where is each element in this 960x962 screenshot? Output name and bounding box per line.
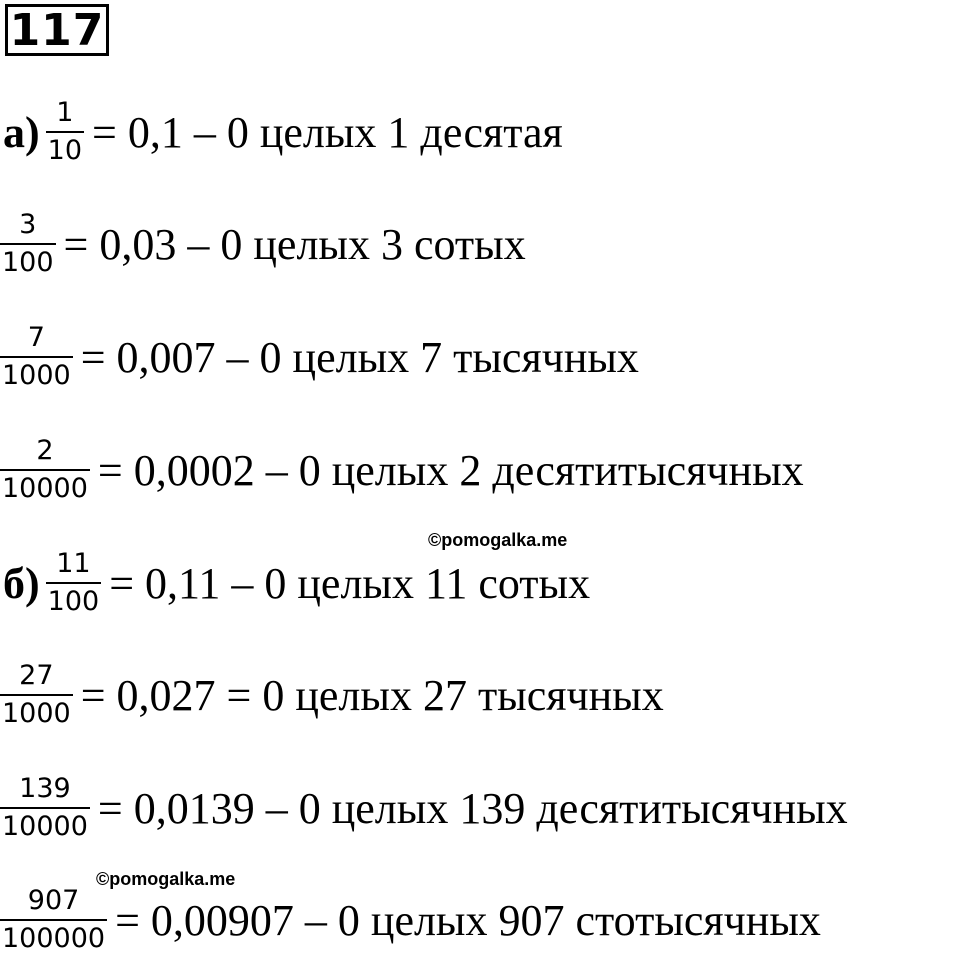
equation-row bbox=[0, 655, 664, 735]
equation-row bbox=[0, 317, 639, 397]
fraction bbox=[0, 773, 90, 843]
fraction bbox=[0, 435, 90, 505]
fraction-denominator: 10 bbox=[47, 135, 83, 166]
fraction-bar bbox=[0, 807, 90, 809]
fraction-numerator: 27 bbox=[19, 660, 54, 691]
fraction-numerator: 1 bbox=[56, 97, 74, 128]
fraction bbox=[0, 209, 56, 279]
fraction-numerator: 3 bbox=[19, 209, 37, 240]
equation-text: = 0,0002 – 0 целых 2 десятитысячных bbox=[97, 445, 804, 495]
fraction-numerator: 7 bbox=[27, 322, 45, 353]
fraction-bar bbox=[0, 694, 73, 696]
equation-row bbox=[0, 880, 821, 960]
fraction-denominator: 10000 bbox=[2, 473, 88, 504]
fraction-denominator: 100 bbox=[47, 586, 100, 617]
problem-number: 117 bbox=[5, 4, 109, 56]
fraction-denominator: 100 bbox=[2, 247, 54, 278]
fraction bbox=[0, 660, 73, 730]
part-a-label: а) bbox=[3, 107, 40, 157]
equation-text: = 0,00907 – 0 целых 907 стотысячных bbox=[115, 895, 821, 945]
fraction-denominator: 100000 bbox=[2, 923, 106, 954]
equation-row bbox=[0, 92, 563, 172]
equation-text: = 0,007 – 0 целых 7 тысячных bbox=[80, 332, 639, 382]
fraction-numerator: 907 bbox=[27, 885, 80, 916]
equation-text: = 0,1 – 0 целых 1 десятая bbox=[92, 107, 563, 157]
watermark: ©pomogalka.me bbox=[428, 530, 568, 550]
fraction-bar bbox=[0, 243, 56, 245]
fraction-numerator: 139 bbox=[19, 773, 71, 804]
fraction-denominator: 10000 bbox=[2, 811, 88, 842]
equation-text: = 0,03 – 0 целых 3 сотых bbox=[63, 219, 526, 269]
fraction bbox=[0, 322, 73, 392]
equation-text: = 0,027 = 0 целых 27 тысячных bbox=[80, 670, 664, 720]
fraction-bar bbox=[0, 356, 73, 358]
equation-row bbox=[0, 543, 590, 623]
equation-row bbox=[0, 430, 804, 510]
fraction bbox=[46, 548, 102, 618]
fraction-bar bbox=[0, 469, 90, 471]
fraction-numerator: 2 bbox=[36, 435, 54, 466]
fraction-denominator: 1000 bbox=[2, 360, 71, 391]
equation-text: = 0,0139 – 0 целых 139 десятитысячных bbox=[97, 783, 848, 833]
fraction-numerator: 11 bbox=[56, 548, 91, 579]
watermark: ©pomogalka.me bbox=[96, 869, 236, 889]
equation-row bbox=[0, 204, 526, 284]
part-b-label: б) bbox=[3, 558, 40, 608]
fraction-denominator: 1000 bbox=[2, 698, 71, 729]
fraction-bar bbox=[0, 919, 107, 921]
fraction bbox=[46, 97, 84, 167]
fraction bbox=[0, 885, 107, 955]
equation-row bbox=[0, 768, 848, 848]
fraction-bar bbox=[46, 582, 102, 584]
equation-text: = 0,11 – 0 целых 11 сотых bbox=[109, 558, 591, 608]
fraction-bar bbox=[46, 131, 84, 133]
